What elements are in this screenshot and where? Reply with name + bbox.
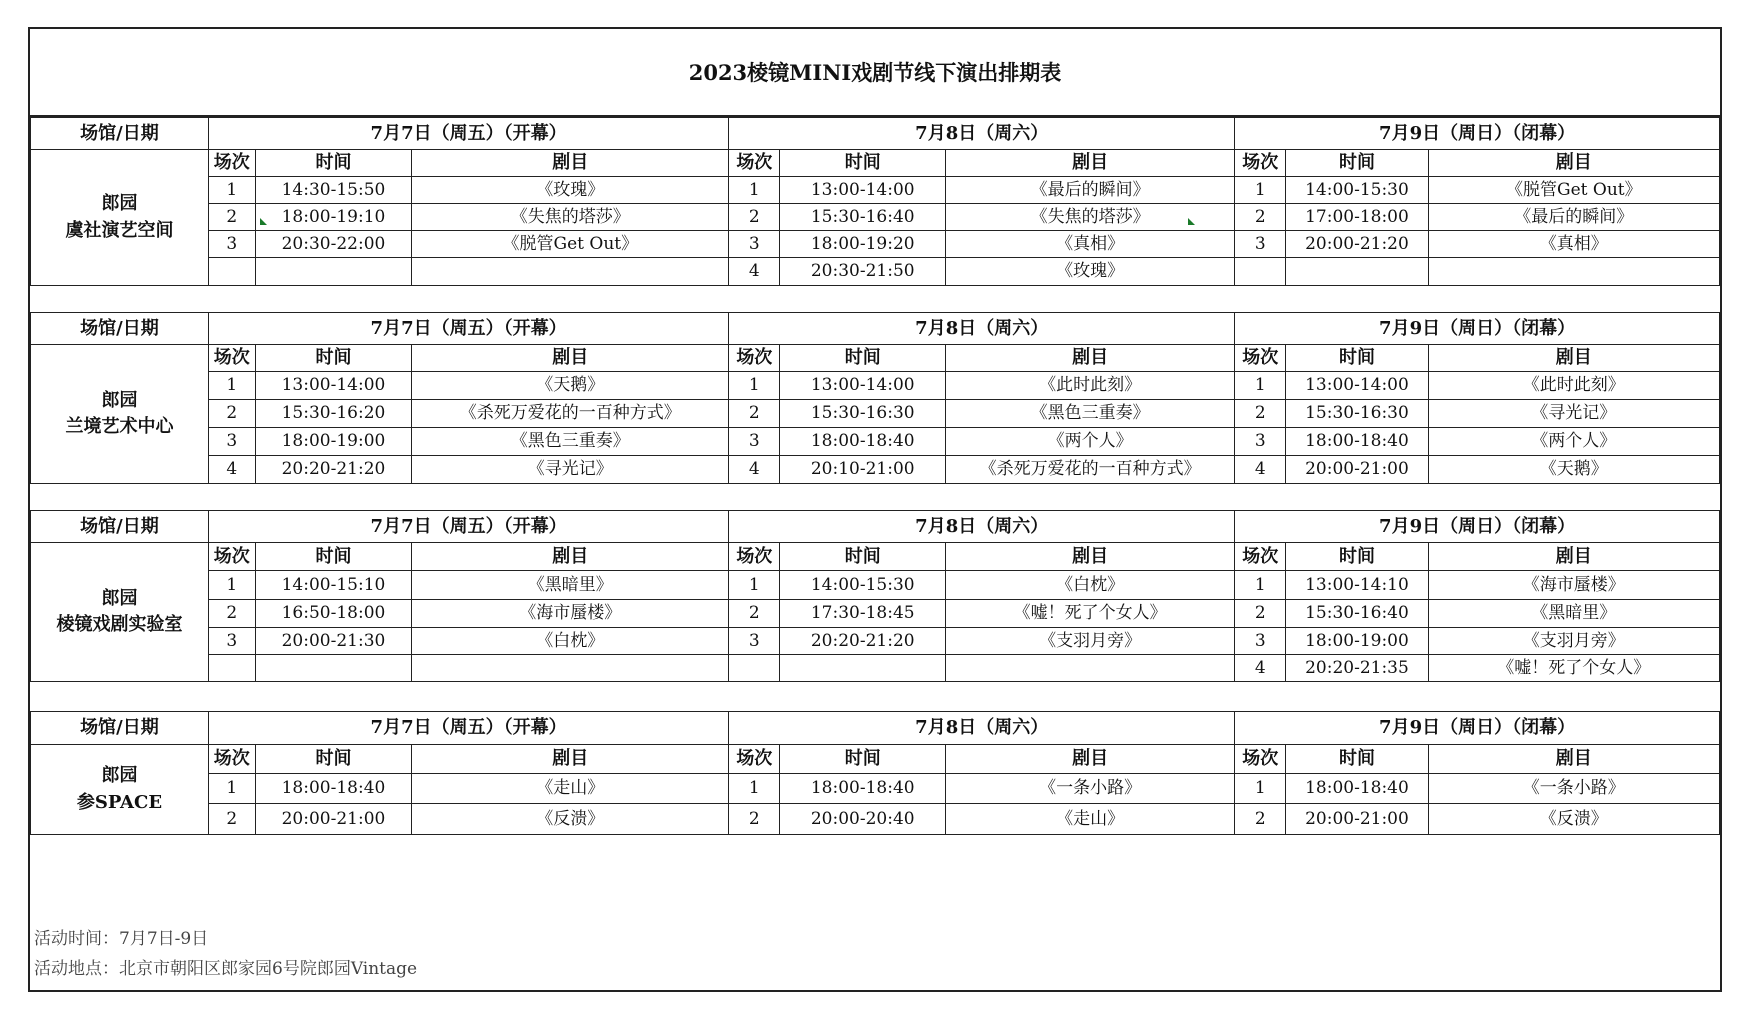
play-title: 《杀死万爱花的一百种方式》 [946,456,1235,484]
session-number: 3 [1235,231,1286,258]
play-title: 《反溃》 [412,804,729,835]
show-time: 20:20-21:20 [780,628,946,655]
venue-name-line2: 棱镜戏剧实验室 [56,614,183,635]
play-title: 《失焦的塔莎》 [946,204,1235,231]
play-column-header: 剧目 [1428,150,1719,177]
session-number: 2 [208,400,255,428]
play-title: 《走山》 [946,804,1235,835]
table-row [31,774,1720,804]
session-number: 1 [729,774,780,804]
show-time [255,258,412,286]
session-number: 2 [729,600,780,628]
play-title: 《真相》 [946,231,1235,258]
play-title: 《杀死万爱花的一百种方式》 [412,400,729,428]
session-number: 2 [208,804,255,835]
session-column-header: 场次 [729,543,780,571]
venue-schedule-table [30,510,1720,682]
session-number: 2 [208,600,255,628]
session-number: 1 [729,372,780,400]
session-column-header: 场次 [208,543,255,571]
page-title: 2023棱镜MINI戏剧节线下演出排期表 [30,29,1720,117]
venue-schedule-table [30,312,1720,484]
show-time: 20:20-21:35 [1286,655,1428,682]
play-column-header: 剧目 [946,150,1235,177]
show-time: 20:20-21:20 [255,456,412,484]
show-time: 18:00-19:00 [1286,628,1428,655]
table-row [31,177,1720,204]
show-time: 15:30-16:30 [1286,400,1428,428]
show-time: 15:30-16:20 [255,400,412,428]
show-time: 20:00-21:20 [1286,231,1428,258]
session-column-header: 场次 [1235,150,1286,177]
show-time: 20:00-21:00 [1286,804,1428,835]
column-header-row [31,745,1720,774]
venue-name [31,543,209,682]
table-row [31,204,1720,231]
show-time: 18:00-19:20 [780,231,946,258]
session-number: 3 [729,628,780,655]
play-title: 《黑暗里》 [412,571,729,600]
venue-name [31,345,209,484]
show-time: 16:50-18:00 [255,600,412,628]
play-title: 《寻光记》 [1428,400,1719,428]
session-number: 1 [1235,372,1286,400]
show-time [780,655,946,682]
play-title: 《真相》 [1428,231,1719,258]
day-header: 7月8日（周六） [729,118,1235,150]
show-time: 18:00-18:40 [1286,774,1428,804]
play-column-header: 剧目 [412,745,729,774]
session-number [729,655,780,682]
session-number: 1 [208,571,255,600]
show-time: 13:00-14:00 [1286,372,1428,400]
play-column-header: 剧目 [412,345,729,372]
time-column-header: 时间 [1286,150,1428,177]
session-number: 1 [1235,774,1286,804]
time-column-header: 时间 [255,150,412,177]
column-header-row [31,543,1720,571]
show-time: 17:30-18:45 [780,600,946,628]
show-time: 20:00-21:00 [255,804,412,835]
session-number: 1 [1235,177,1286,204]
day-header: 7月9日（周日）（闭幕） [1235,712,1720,745]
table-row [31,258,1720,286]
session-number: 1 [208,774,255,804]
show-time: 17:00-18:00 [1286,204,1428,231]
session-number: 3 [208,231,255,258]
show-time: 18:00-18:40 [780,428,946,456]
table-row [31,600,1720,628]
time-column-header: 时间 [255,745,412,774]
play-title: 《天鹅》 [412,372,729,400]
time-column-header: 时间 [1286,543,1428,571]
venue-name [31,150,209,286]
play-title: 《嘘！死了个女人》 [946,600,1235,628]
session-number: 2 [1235,804,1286,835]
show-time: 14:00-15:10 [255,571,412,600]
session-number: 4 [1235,655,1286,682]
session-number: 3 [1235,428,1286,456]
table-row [31,400,1720,428]
play-title: 《黑色三重奏》 [946,400,1235,428]
play-title: 《两个人》 [946,428,1235,456]
day-header: 7月9日（周日）（闭幕） [1235,511,1720,543]
play-title: 《反溃》 [1428,804,1719,835]
show-time: 13:00-14:00 [780,177,946,204]
session-number: 4 [729,456,780,484]
day-header: 7月7日（周五）（开幕） [208,313,728,345]
play-title: 《黑暗里》 [1428,600,1719,628]
time-column-header: 时间 [1286,345,1428,372]
show-time: 18:00-18:40 [255,774,412,804]
show-time: 13:00-14:00 [780,372,946,400]
session-number: 4 [1235,456,1286,484]
venue-schedule-table [30,117,1720,286]
time-column-header: 时间 [255,543,412,571]
play-title: 《最后的瞬间》 [1428,204,1719,231]
show-time: 13:00-14:00 [255,372,412,400]
show-time: 14:00-15:30 [1286,177,1428,204]
day-header: 7月7日（周五）（开幕） [208,712,728,745]
session-number: 2 [1235,400,1286,428]
event-location: 活动地点：北京市朝阳区郎家园6号院郎园Vintage [34,959,418,979]
session-column-header: 场次 [729,150,780,177]
session-column-header: 场次 [729,345,780,372]
session-number: 2 [729,804,780,835]
play-title: 《支羽月旁》 [946,628,1235,655]
day-header: 7月7日（周五）（开幕） [208,511,728,543]
play-title: 《此时此刻》 [946,372,1235,400]
session-number: 1 [208,177,255,204]
session-number: 1 [1235,571,1286,600]
time-column-header: 时间 [1286,745,1428,774]
play-title: 《天鹅》 [1428,456,1719,484]
play-title [412,655,729,682]
show-time: 15:30-16:40 [1286,600,1428,628]
session-column-header: 场次 [1235,745,1286,774]
play-column-header: 剧目 [412,150,729,177]
event-time: 活动时间：7月7日-9日 [34,929,209,949]
show-time: 14:30-15:50 [255,177,412,204]
show-time: 20:30-22:00 [255,231,412,258]
time-column-header: 时间 [780,745,946,774]
time-column-header: 时间 [780,345,946,372]
session-number: 3 [729,428,780,456]
play-title: 《走山》 [412,774,729,804]
play-title: 《白枕》 [412,628,729,655]
session-column-header: 场次 [1235,345,1286,372]
play-title: 《嘘！死了个女人》 [1428,655,1719,682]
session-number: 1 [729,177,780,204]
session-number [208,655,255,682]
session-number: 4 [729,258,780,286]
play-title: 《两个人》 [1428,428,1719,456]
play-title: 《玫瑰》 [412,177,729,204]
venue-date-label: 场馆/日期 [31,511,209,543]
show-time: 18:00-19:00 [255,428,412,456]
table-row [31,571,1720,600]
table-row [31,628,1720,655]
play-column-header: 剧目 [1428,745,1719,774]
show-time: 18:00-18:40 [1286,428,1428,456]
column-header-row [31,345,1720,372]
day-header: 7月8日（周六） [729,712,1235,745]
venue-name-line1: 郎园 [101,587,138,609]
venue-name-line1: 郎园 [101,765,138,787]
session-number: 1 [208,372,255,400]
day-header: 7月9日（周日）（闭幕） [1235,118,1720,150]
show-time: 20:30-21:50 [780,258,946,286]
schedule-sheet [28,27,1722,992]
show-time: 15:30-16:40 [780,204,946,231]
play-title: 《一条小路》 [1428,774,1719,804]
session-number [1235,258,1286,286]
show-time: 20:00-21:30 [255,628,412,655]
day-header: 7月8日（周六） [729,313,1235,345]
session-number: 3 [208,428,255,456]
venue-name-line2: 虞社演艺空间 [65,219,174,241]
cell-comment-marker-icon [1188,218,1195,225]
play-title: 《最后的瞬间》 [946,177,1235,204]
day-header: 7月8日（周六） [729,511,1235,543]
time-column-header: 时间 [780,543,946,571]
play-title: 《寻光记》 [412,456,729,484]
footer-info [34,924,417,984]
show-time: 20:00-21:00 [1286,456,1428,484]
play-title [1428,258,1719,286]
show-time: 15:30-16:30 [780,400,946,428]
play-title: 《海市蜃楼》 [412,600,729,628]
session-number: 2 [729,204,780,231]
show-time [1286,258,1428,286]
show-time: 18:00-18:40 [780,774,946,804]
session-column-header: 场次 [729,745,780,774]
session-column-header: 场次 [208,745,255,774]
venue-name-line1: 郎园 [101,389,138,411]
session-number: 1 [729,571,780,600]
show-time: 13:00-14:10 [1286,571,1428,600]
show-time [255,655,412,682]
session-number: 3 [208,628,255,655]
play-title: 《海市蜃楼》 [1428,571,1719,600]
play-column-header: 剧目 [1428,345,1719,372]
play-title: 《一条小路》 [946,774,1235,804]
table-row [31,456,1720,484]
session-number: 3 [1235,628,1286,655]
venue-name-line1: 郎园 [101,193,138,215]
play-title: 《支羽月旁》 [1428,628,1719,655]
play-column-header: 剧目 [1428,543,1719,571]
session-number: 2 [1235,204,1286,231]
show-time: 14:00-15:30 [780,571,946,600]
play-column-header: 剧目 [946,543,1235,571]
play-title: 《此时此刻》 [1428,372,1719,400]
day-header-row [31,313,1720,345]
day-header-row [31,511,1720,543]
cell-comment-marker-icon [260,218,267,225]
day-header: 7月9日（周日）（闭幕） [1235,313,1720,345]
table-row [31,804,1720,835]
play-column-header: 剧目 [412,543,729,571]
session-column-header: 场次 [208,345,255,372]
time-column-header: 时间 [780,150,946,177]
session-number: 2 [208,204,255,231]
play-column-header: 剧目 [946,745,1235,774]
venue-name-line2: 参SPACE [76,791,163,813]
session-number: 3 [729,231,780,258]
session-number: 4 [208,456,255,484]
play-title [412,258,729,286]
show-time: 20:10-21:00 [780,456,946,484]
play-title: 《白枕》 [946,571,1235,600]
play-column-header: 剧目 [946,345,1235,372]
table-row [31,231,1720,258]
play-title [946,655,1235,682]
table-row [31,428,1720,456]
show-time: 18:00-19:10 [255,204,412,231]
venue-schedule-table [30,711,1720,835]
venue-name [31,745,209,835]
venue-date-label: 场馆/日期 [31,313,209,345]
day-header: 7月7日（周五）（开幕） [208,118,728,150]
table-row [31,372,1720,400]
column-header-row [31,150,1720,177]
session-column-header: 场次 [208,150,255,177]
play-title: 《失焦的塔莎》 [412,204,729,231]
play-title: 《脱管Get Out》 [412,231,729,258]
table-row [31,655,1720,682]
play-title: 《黑色三重奏》 [412,428,729,456]
session-number: 2 [1235,600,1286,628]
session-number [208,258,255,286]
session-number: 2 [729,400,780,428]
play-title: 《玫瑰》 [946,258,1235,286]
venue-date-label: 场馆/日期 [31,712,209,745]
show-time: 20:00-20:40 [780,804,946,835]
session-column-header: 场次 [1235,543,1286,571]
venue-name-line2: 兰境艺术中心 [65,416,174,437]
venue-date-label: 场馆/日期 [31,118,209,150]
time-column-header: 时间 [255,345,412,372]
day-header-row [31,712,1720,745]
play-title: 《脱管Get Out》 [1428,177,1719,204]
day-header-row [31,118,1720,150]
